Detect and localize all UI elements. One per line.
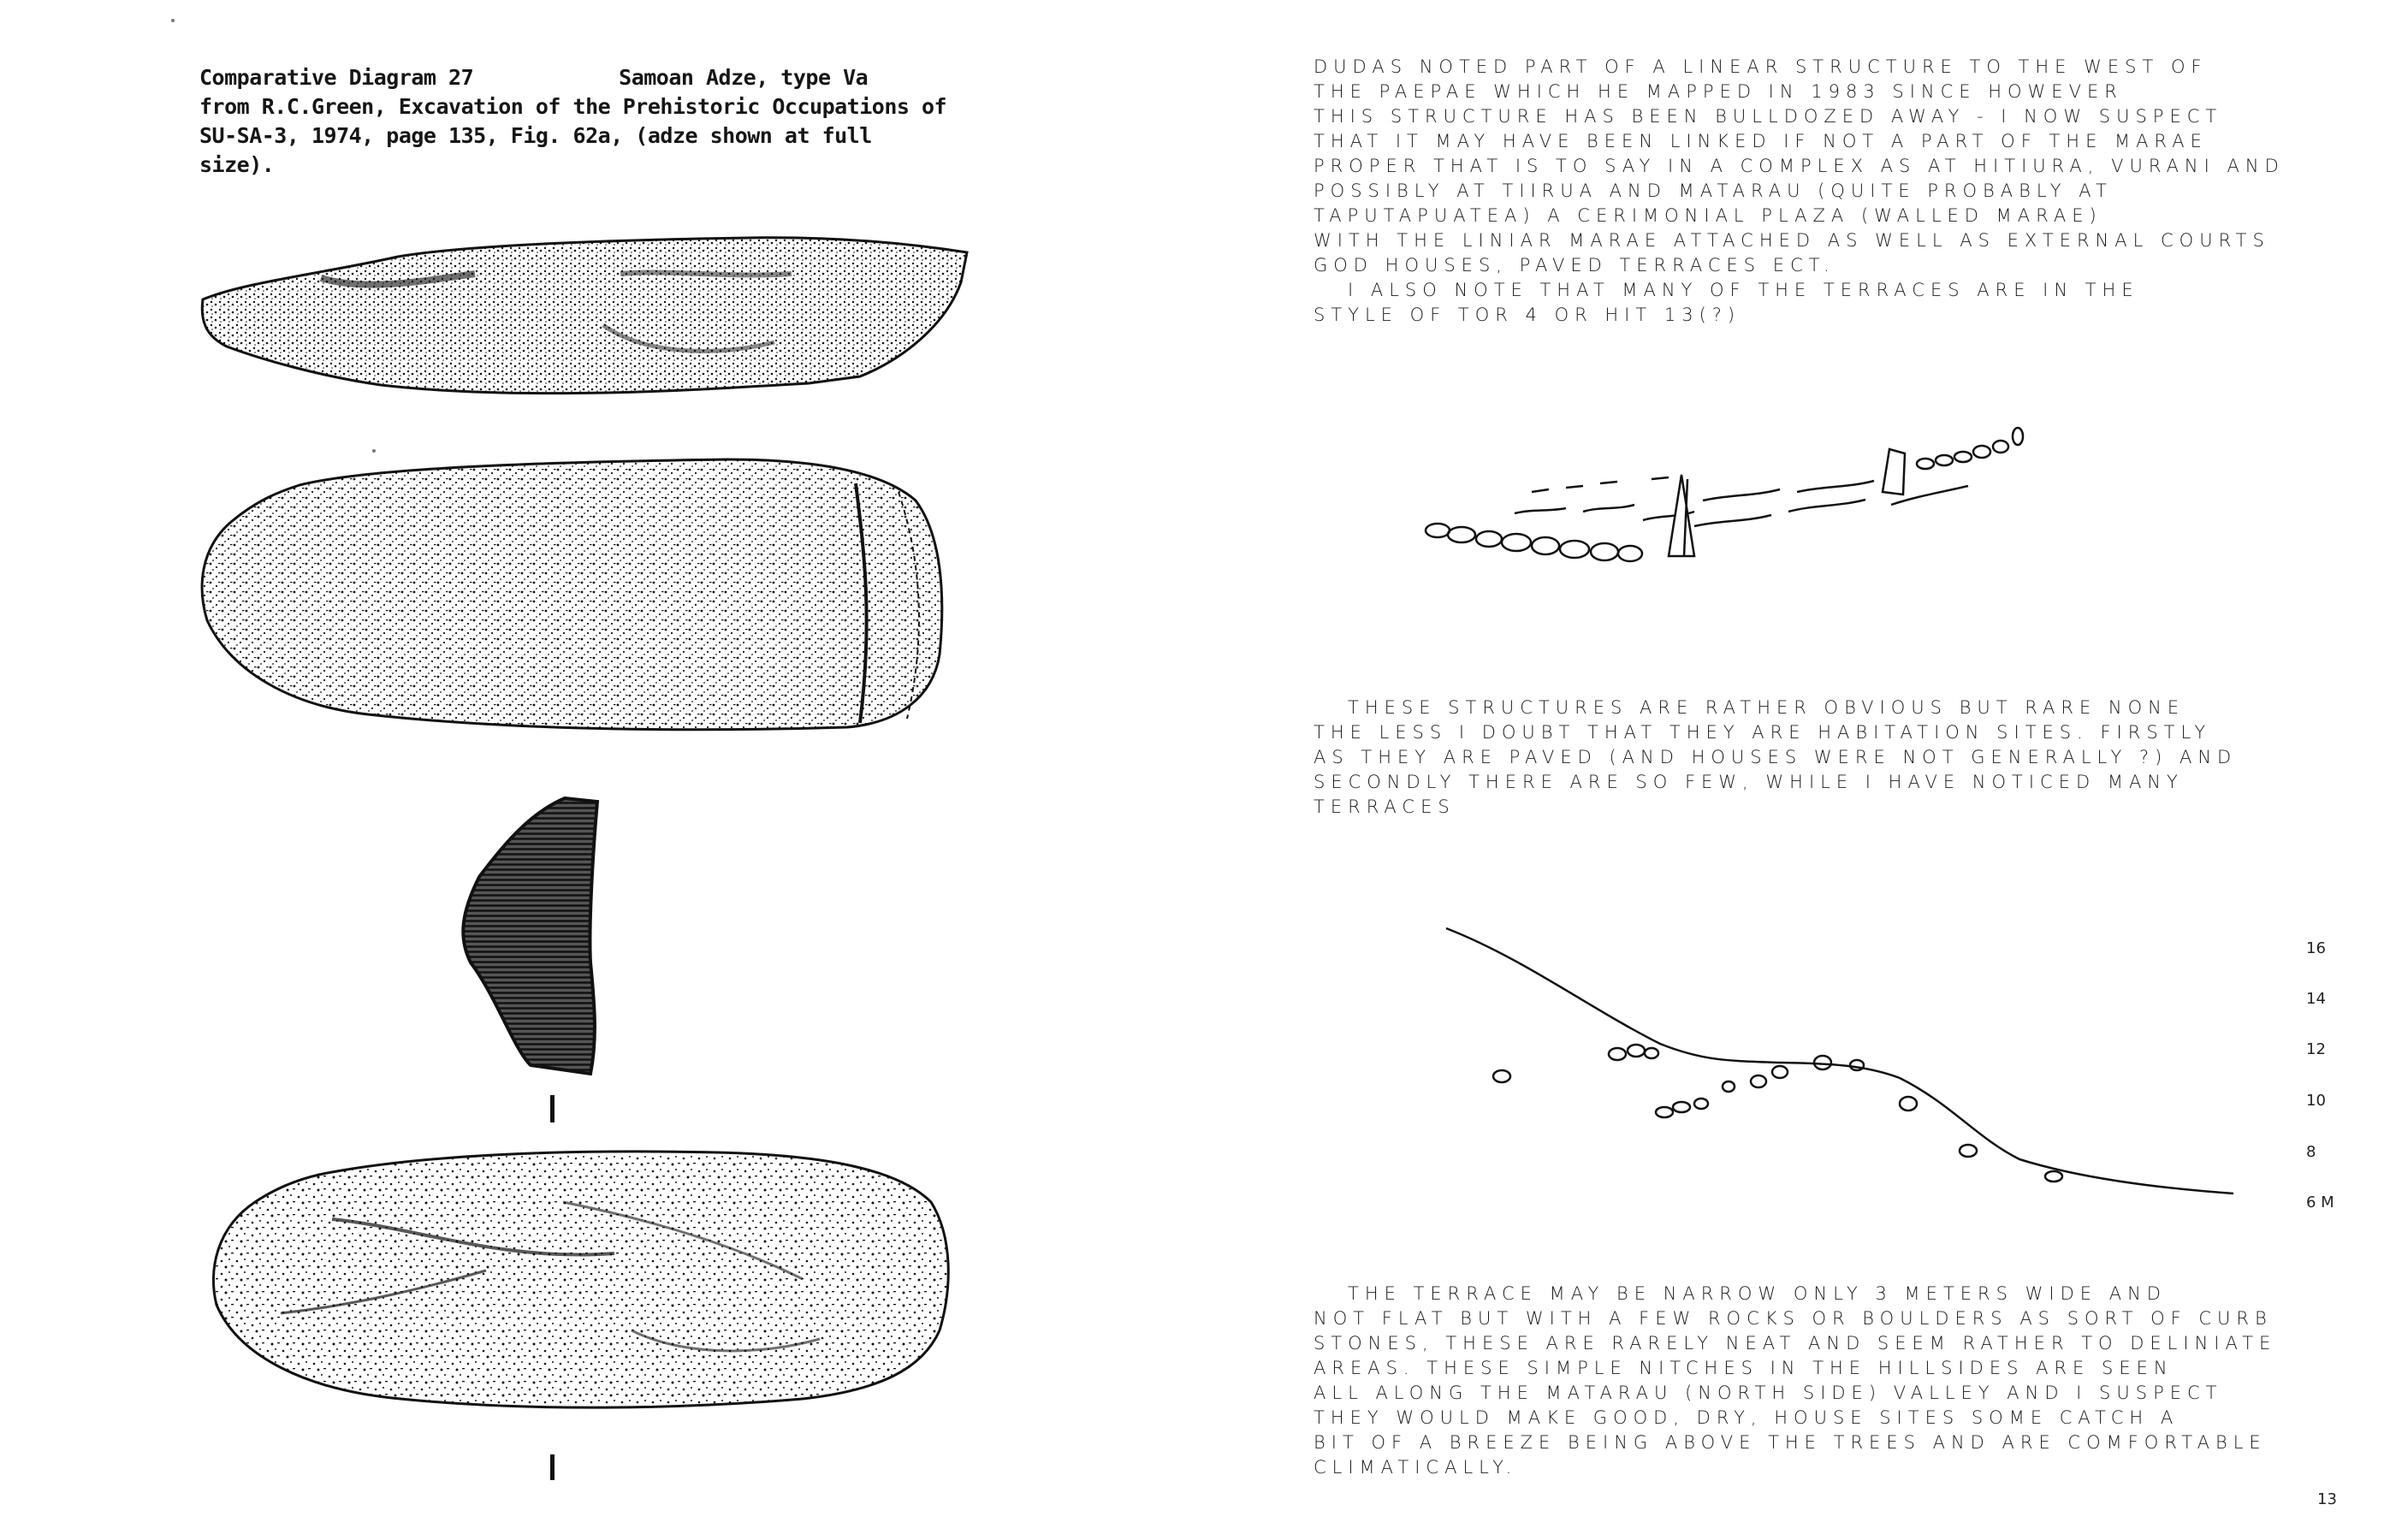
text-line: STYLE OF TOR 4 OR HIT 13(?) bbox=[1314, 305, 1741, 325]
handwritten-paragraph-2 bbox=[1314, 697, 2357, 821]
figure-caption bbox=[199, 63, 952, 180]
text-line: NOT FLAT BUT WITH A FEW ROCKS OR BOULDERS AS SORT OF CURB bbox=[1314, 1308, 2273, 1329]
text-line: TERRACES bbox=[1314, 797, 1456, 817]
text-line: GOD HOUSES, PAVED TERRACES ECT. bbox=[1314, 255, 1836, 275]
text-line: SECONDLY THERE ARE SO FEW, WHILE I HAVE NOTICED MANY bbox=[1314, 772, 2184, 792]
text-line: PROPER THAT IS TO SAY IN A COMPLEX AS AT HITIURA, VURANI AND bbox=[1314, 156, 2285, 176]
text-line: AREAS. THESE SIMPLE NITCHES IN THE HILLSIDES ARE SEEN bbox=[1314, 1358, 2174, 1378]
adze-cross-section bbox=[445, 791, 616, 1082]
scale-label-12: 12 bbox=[2306, 1040, 2326, 1058]
caption-source-line: from R.C.Green, Excavation of the Prehistoric Occupations of bbox=[199, 94, 947, 119]
caption-adze-type: Samoan Adze, type Va bbox=[619, 65, 869, 90]
scale-label-6m: 6 M bbox=[2306, 1194, 2334, 1211]
speck bbox=[372, 449, 376, 453]
handwritten-paragraph-1 bbox=[1314, 56, 2357, 329]
caption-diagram-label: Comparative Diagram 27 bbox=[199, 65, 474, 90]
text-line: CLIMATICALLY. bbox=[1314, 1457, 1518, 1478]
scale-label-8: 8 bbox=[2306, 1143, 2316, 1161]
adze-front-view bbox=[197, 449, 950, 740]
page-number: 13 bbox=[2317, 1490, 2337, 1508]
text-line: I ALSO NOTE THAT MANY OF THE TERRACES ARE IN THE bbox=[1348, 280, 2139, 300]
text-line: STONES, THESE ARE RARELY NEAT AND SEEM RATHER TO DELINIATE bbox=[1314, 1333, 2277, 1353]
text-line: THESE STRUCTURES ARE RATHER OBVIOUS BUT RARE NONE bbox=[1348, 697, 2185, 718]
speck bbox=[171, 19, 175, 22]
text-line: ALL ALONG THE MATARAU (NORTH SIDE) VALLEY AND I SUSPECT bbox=[1314, 1383, 2223, 1403]
scale-label-16: 16 bbox=[2306, 939, 2326, 957]
text-line: WITH THE LINIAR MARAE ATTACHED AS WELL AS EXTERNAL COURTS bbox=[1314, 230, 2270, 251]
caption-reference-line: SU-SA-3, 1974, page 135, Fig. 62a, (adze shown at full size). bbox=[199, 123, 872, 177]
text-line: THE PAEPAE WHICH HE MAPPED IN 1983 SINCE HOWEVER bbox=[1314, 81, 2123, 102]
text-line: TAPUTAPUATEA) A CERIMONIAL PLAZA (WALLED MARAE) bbox=[1314, 205, 2102, 226]
text-line: THEY WOULD MAKE GOOD, DRY, HOUSE SITES SOME CATCH A bbox=[1314, 1407, 2180, 1428]
text-line: DUDAS NOTED PART OF A LINEAR STRUCTURE TO THE WEST OF bbox=[1314, 56, 2208, 77]
text-line: THE LESS I DOUBT THAT THEY ARE HABITATION SITES. FIRSTLY bbox=[1314, 722, 2212, 743]
section-mark-upper bbox=[550, 1095, 555, 1122]
adze-side-view-top bbox=[193, 231, 980, 402]
adze-back-view bbox=[204, 1142, 957, 1416]
text-line: BIT OF A BREEZE BEING ABOVE THE TREES AND ARE COMFORTABLE bbox=[1314, 1432, 2267, 1453]
text-line: POSSIBLY AT TIIRUA AND MATARAU (QUITE PROBABLY AT bbox=[1314, 181, 2113, 201]
text-line: THE TERRACE MAY BE NARROW ONLY 3 METERS WIDE AND bbox=[1348, 1283, 2167, 1304]
section-mark-lower bbox=[550, 1454, 555, 1480]
marae-wall-sketch bbox=[1412, 411, 2062, 599]
scale-label-10: 10 bbox=[2306, 1092, 2326, 1110]
hillside-profile-sketch bbox=[1420, 907, 2242, 1223]
handwritten-paragraph-3 bbox=[1314, 1283, 2357, 1482]
text-line: THAT IT MAY HAVE BEEN LINKED IF NOT A PART OF THE MARAE bbox=[1314, 131, 2208, 151]
scale-label-14: 14 bbox=[2306, 990, 2326, 1008]
text-line: THIS STRUCTURE HAS BEEN BULLDOZED AWAY - I NOW SUSPECT bbox=[1314, 106, 2223, 127]
text-line: AS THEY ARE PAVED (AND HOUSES WERE NOT GENERALLY ?) AND bbox=[1314, 747, 2238, 767]
